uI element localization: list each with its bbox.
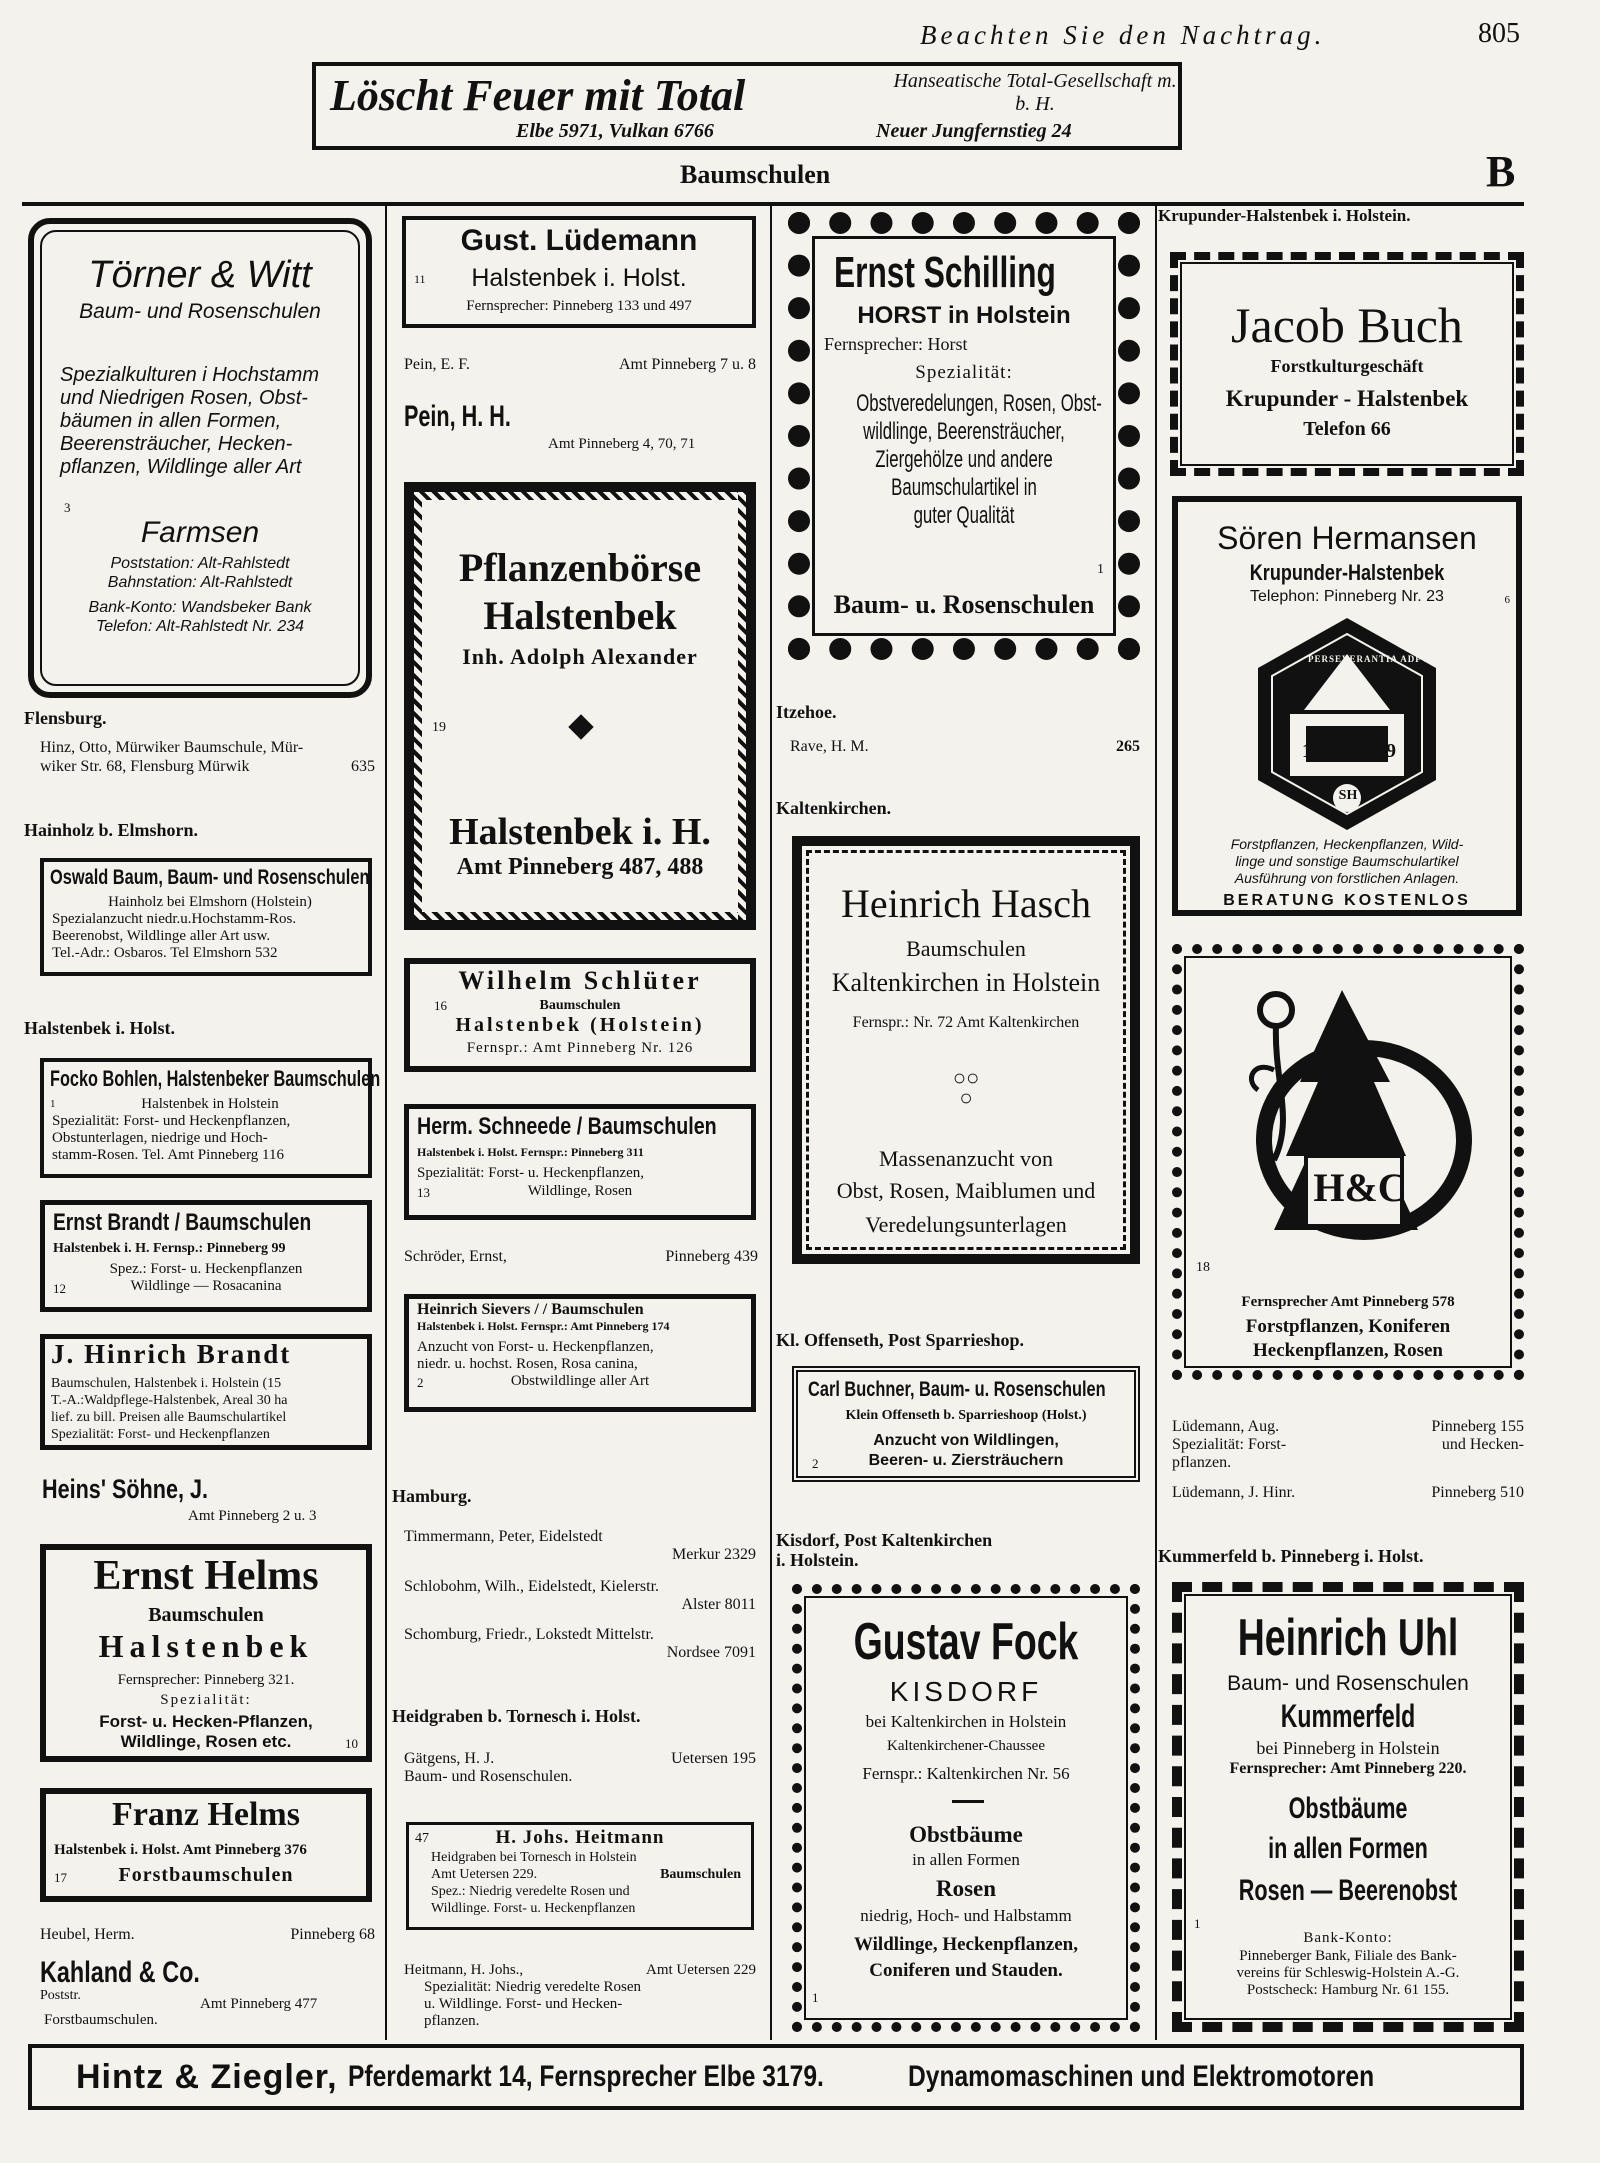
heitmann-line: Heidgraben bei Tornesch in Holstein bbox=[431, 1850, 637, 1865]
section-title: Baumschulen bbox=[680, 160, 831, 189]
hinrichbrandt-line: T.-A.:Waldpflege-Halstenbek, Areal 30 ha bbox=[51, 1393, 288, 1408]
schroeder-entry: Schröder, Ernst, Pinneberg 439 bbox=[404, 1248, 758, 1265]
schneede-num: 13 bbox=[417, 1185, 430, 1200]
fock-l3: Fernspr.: Kaltenkirchen Nr. 56 bbox=[862, 1764, 1070, 1783]
franz-helms-ad bbox=[40, 1788, 372, 1902]
kahland-l2: Forstbaumschulen. bbox=[44, 2012, 158, 2028]
toerner-witt-ad bbox=[28, 218, 372, 698]
kahland-name: Kahland & Co. bbox=[40, 1956, 200, 1989]
focko-line: Halstenbek in Holstein bbox=[141, 1096, 279, 1112]
buch-place: Krupunder - Halstenbek bbox=[1225, 386, 1469, 411]
uhl-sub: Baum- und Rosenschulen bbox=[1227, 1672, 1469, 1695]
hinrichbrandt-title: J. Hinrich Brandt bbox=[51, 1339, 292, 1369]
ernsthelms-spec2: Wildlinge, Rosen etc. bbox=[120, 1732, 292, 1751]
footer-address: Pferdemarkt 14, Fernsprecher Elbe 3179. bbox=[347, 2060, 824, 2093]
hermansen-emblem-top: PERSEVERANTIA ADFVITAM bbox=[1308, 654, 1458, 664]
fock-l1: bei Kaltenkirchen in Holstein bbox=[865, 1712, 1067, 1731]
heitmann-ad: 47 H. Johs. Heitmann Heidgraben bei Tornesch in Holstein Amt Uetersen 229. Baumschulen Spez.: Niedrig veredelte Rosen und Wildlinge. Forst- u. Heckenpflanzen bbox=[406, 1822, 754, 1930]
schilling-foot: Baum- u. Rosenschulen bbox=[833, 590, 1095, 619]
hermansen-name: Sören Hermansen bbox=[1217, 520, 1477, 556]
buchner-num: 2 bbox=[812, 1456, 819, 1471]
heins-name: Heins' Söhne, J. bbox=[42, 1474, 208, 1504]
sievers-title: Heinrich Sievers / / Baumschulen bbox=[417, 1301, 644, 1318]
toerner-place: Farmsen bbox=[140, 516, 260, 549]
hinrichbrandt-line: Baumschulen, Halstenbek i. Holstein (15 bbox=[51, 1376, 282, 1391]
pflanzenboerse-l5: Amt Pinneberg 487, 488 bbox=[456, 854, 704, 880]
luedemann-name: Gust. Lüdemann bbox=[460, 224, 698, 257]
focko-line: Obstunterlagen, niedrige und Hoch- bbox=[52, 1130, 268, 1146]
fock-divider bbox=[952, 1800, 984, 1803]
buchner-title: Carl Buchner, Baum- u. Rosenschulen bbox=[808, 1378, 1106, 1401]
krupunder-heading: Krupunder-Halstenbek i. Holstein. bbox=[1158, 206, 1411, 225]
luedemann-j-entry: Lüdemann, J. Hinr. Pinneberg 510 bbox=[1172, 1484, 1524, 1501]
toerner-name: Törner & Witt bbox=[88, 254, 312, 296]
banner-phones: Elbe 5971, Vulkan 6766 bbox=[516, 120, 714, 142]
ernstbrandt-title: Ernst Brandt / Baumschulen bbox=[53, 1209, 312, 1236]
column-divider bbox=[1155, 206, 1157, 2040]
oswald-title: Oswald Baum, Baum- und Rosenschulen bbox=[50, 866, 370, 889]
focko-bohlen-ad bbox=[40, 1058, 381, 1178]
luedemann-phone: Fernsprecher: Pinneberg 133 und 497 bbox=[466, 298, 692, 314]
hamburg-heading: Hamburg. bbox=[392, 1486, 472, 1506]
fock-l5: niedrig, Hoch- und Halbstamm bbox=[860, 1906, 1072, 1925]
uhl-bank-line: Postscheck: Hamburg Nr. 61 155. bbox=[1246, 1982, 1450, 1998]
ernsthelms-place: Halstenbek bbox=[98, 1628, 314, 1664]
sievers-num: 2 bbox=[417, 1375, 424, 1390]
hinrich-brandt-ad bbox=[40, 1334, 372, 1450]
hinrichbrandt-line: Spezialität: Forst- und Heckenpflanzen bbox=[51, 1427, 270, 1442]
page-number: 805 bbox=[1478, 18, 1520, 49]
footer-products: Dynamomaschinen und Elektromotoren bbox=[907, 2060, 1374, 2093]
schlobohm-entry: Schlobohm, Wilh., Eidelstedt, Kielerstr. Alster 8011 bbox=[404, 1578, 756, 1613]
hasch-phone: Fernspr.: Nr. 72 Amt Kaltenkirchen bbox=[852, 1014, 1080, 1031]
ernsthelms-spec: Spezialität: bbox=[160, 1692, 252, 1708]
ernstbrandt-line: Spez.: Forst- u. Heckenpflanzen bbox=[109, 1261, 303, 1277]
buchner-l2: Beeren- u. Ziersträuchern bbox=[868, 1452, 1064, 1469]
schilling-num: 1 bbox=[1097, 562, 1104, 577]
kisdorf-heading: Kisdorf, Post Kaltenkirchen i. Holstein. bbox=[776, 1530, 993, 1570]
hermansen-num: 6 bbox=[1504, 594, 1510, 606]
hollaender-num: 18 bbox=[1196, 1260, 1210, 1275]
gaetgens-entry: Gätgens, H. J. Uetersen 195 Baum- und Rosenschulen. bbox=[404, 1750, 756, 1785]
schilling-spec: Spezialität: bbox=[915, 362, 1013, 383]
focko-line: stamm-Rosen. Tel. Amt Pinneberg 116 bbox=[52, 1147, 284, 1163]
luedemann-aug-entry: Lüdemann, Aug. Pinneberg 155 Spezialität: Forst- und Hecken- pflanzen. bbox=[1172, 1418, 1524, 1471]
oswald-line: Tel.-Adr.: Osbaros. Tel Elmshorn 532 bbox=[52, 945, 278, 961]
hollaender-mark: H&C bbox=[1313, 1165, 1407, 1210]
kahland-right: Amt Pinneberg 477 bbox=[200, 1996, 318, 2012]
hinrichbrandt-line: lief. zu bill. Preisen alle Baumschulartikel bbox=[51, 1410, 287, 1425]
schneede-ad bbox=[404, 1104, 756, 1220]
hasch-name: Heinrich Hasch bbox=[841, 881, 1091, 926]
buchner-ad bbox=[792, 1366, 1140, 1482]
pflanzenboerse-l3: Inh. Adolph Alexander bbox=[462, 644, 698, 669]
pflanzenboerse-l4: Halstenbek i. H. bbox=[449, 811, 711, 853]
schilling-line: Obstveredelungen, Rosen, Obst- bbox=[856, 390, 1102, 417]
heitmann-line: Spez.: Niedrig veredelte Rosen und bbox=[431, 1884, 630, 1899]
ernsthelms-spec1: Forst- u. Hecken-Pflanzen, bbox=[99, 1712, 313, 1731]
schilling-line: Ziergehölze und andere bbox=[875, 446, 1053, 473]
schlueter-num: 16 bbox=[434, 998, 447, 1013]
ernst-brandt-ad bbox=[40, 1200, 372, 1312]
toerner-desc: Spezialkulturen i Hochstamm und Niedrigen Rosen, Obst- bäumen in allen Formen, Beerensträucher, Hecken- pflanzen, Wildlinge aller Art bbox=[60, 364, 319, 478]
hasch-place: Kaltenkirchen in Holstein bbox=[831, 968, 1101, 997]
schneede-l1: Spezialität: Forst- u. Heckenpflanzen, bbox=[417, 1165, 645, 1181]
banner-address: Neuer Jungfernstieg 24 bbox=[876, 120, 1072, 142]
hainholz-heading: Hainholz b. Elmshorn. bbox=[24, 820, 199, 840]
schlueter-name: Wilhelm Schlüter bbox=[458, 966, 702, 995]
halstenbek-heading: Halstenbek i. Holst. bbox=[24, 1018, 176, 1038]
pein-ef-entry: Pein, E. F. Amt Pinneberg 7 u. 8 bbox=[404, 356, 756, 373]
column-divider bbox=[385, 206, 387, 2040]
schneede-l2: Wildlinge, Rosen bbox=[527, 1183, 633, 1199]
uhl-phone: Fernsprecher: Amt Pinneberg 220. bbox=[1229, 1760, 1467, 1777]
ernsthelms-num: 10 bbox=[345, 1736, 358, 1751]
schilling-phone: Fernsprecher: Horst bbox=[824, 334, 968, 354]
column-divider bbox=[770, 206, 772, 2040]
fock-l2: Kaltenkirchener-Chaussee bbox=[887, 1738, 1045, 1754]
timmermann-entry: Timmermann, Peter, Eidelstedt Merkur 2329 bbox=[404, 1528, 756, 1563]
hasch-l1: Massenanzucht von bbox=[878, 1146, 1054, 1171]
toerner-num: 3 bbox=[64, 500, 71, 515]
rave-entry: Rave, H. M. 265 bbox=[790, 738, 1140, 755]
fock-h1: Obstbäume bbox=[909, 1822, 1023, 1847]
uhl-place: Kummerfeld bbox=[1280, 1698, 1416, 1734]
offenseth-heading: Kl. Offenseth, Post Sparrieshop. bbox=[776, 1330, 1025, 1350]
hermansen-line: Ausführung von forstlichen Anlagen. bbox=[1234, 870, 1460, 886]
fock-name: Gustav Fock bbox=[853, 1613, 1079, 1671]
hollaender-emblem bbox=[1234, 970, 1474, 1270]
buch-phone: Telefon 66 bbox=[1303, 418, 1391, 440]
pflanzenboerse-l2: Halstenbek bbox=[483, 593, 677, 638]
uhl-h1: Obstbäume bbox=[1288, 1792, 1408, 1825]
hintz-ziegler-footer bbox=[28, 2044, 1524, 2110]
uhl-h3: Rosen — Beerenobst bbox=[1238, 1874, 1458, 1907]
schilling-place: HORST in Holstein bbox=[857, 302, 1071, 329]
heitmann-entry: Heitmann, H. Johs., Amt Uetersen 229 Spezialität: Niedrig veredelte Rosen u. Wildlinge. Forst- und Hecken- pflanzen. bbox=[404, 1962, 756, 2029]
hermansen-emblem-mark: SH bbox=[1338, 788, 1358, 803]
oswald-line: Beerenobst, Wildlinge aller Art usw. bbox=[52, 928, 271, 944]
hasch-sub: Baumschulen bbox=[906, 936, 1026, 961]
hermansen-line: linge und sonstige Baumschulartikel bbox=[1235, 853, 1459, 869]
uhl-bank-line: Pinneberger Bank, Filiale des Bank- bbox=[1239, 1948, 1457, 1964]
schneede-title: Herm. Schneede / Baumschulen bbox=[417, 1113, 717, 1140]
kaltenkirchen-heading: Kaltenkirchen. bbox=[776, 798, 892, 818]
hermansen-place: Krupunder-Halstenbek bbox=[1249, 560, 1445, 585]
ernsthelms-phone: Fernsprecher: Pinneberg 321. bbox=[117, 1672, 295, 1688]
flensburg-heading: Flensburg. bbox=[24, 708, 107, 728]
uhl-bank-line: vereins für Schleswig-Holstein A.-G. bbox=[1236, 1965, 1460, 1981]
toerner-sub: Baum- und Rosenschulen bbox=[79, 300, 321, 323]
schilling-name: Ernst Schilling bbox=[834, 248, 1056, 297]
schilling-line: wildlinge, Beerensträucher, bbox=[863, 418, 1065, 445]
section-letter: B bbox=[1486, 147, 1516, 196]
pflanzenboerse-num: 19 bbox=[432, 720, 446, 735]
oswald-line: Hainholz bei Elmshorn (Holstein) bbox=[108, 894, 312, 910]
schilling-ad bbox=[788, 212, 1140, 660]
sievers-line: Anzucht von Forst- u. Heckenpflanzen, bbox=[417, 1339, 654, 1355]
uhl-num: 1 bbox=[1194, 1916, 1201, 1931]
footer-company: Hintz & Ziegler, bbox=[76, 2057, 338, 2096]
uhl-l1: bei Pinneberg in Holstein bbox=[1256, 1738, 1440, 1758]
schneede-sub: Halstenbek i. Holst. Fernspr.: Pinneberg 311 bbox=[417, 1145, 644, 1159]
luedemann-num: 11 bbox=[414, 272, 426, 286]
luedemann-ad bbox=[402, 216, 756, 328]
hasch-ad bbox=[792, 836, 1140, 1264]
franzhelms-sub: Forstbaumschulen bbox=[118, 1864, 294, 1886]
kahland-l1: Poststr. bbox=[40, 1988, 81, 2003]
ernstbrandt-sub: Halstenbek i. H. Fernsp.: Pinneberg 99 bbox=[53, 1241, 286, 1256]
hollaender-l2: Heckenpflanzen, Rosen bbox=[1253, 1340, 1443, 1361]
oswald-line: Spezialanzucht niedr.u.Hochstamm-Ros. bbox=[52, 911, 297, 927]
uhl-name: Heinrich Uhl bbox=[1237, 1609, 1459, 1667]
oswald-baum-ad bbox=[40, 858, 372, 976]
total-banner bbox=[312, 62, 1182, 150]
pflanzenboerse-ad bbox=[404, 482, 756, 930]
fock-h2: Rosen bbox=[935, 1876, 997, 1901]
ernsthelms-name: Ernst Helms bbox=[93, 1553, 319, 1599]
hasch-l2: Obst, Rosen, Maiblumen und bbox=[836, 1178, 1096, 1203]
hollaender-phone: Fernsprecher Amt Pinneberg 578 bbox=[1241, 1294, 1455, 1310]
fock-l4: in allen Formen bbox=[912, 1850, 1020, 1869]
hermansen-foot: BERATUNG KOSTENLOS bbox=[1223, 892, 1471, 909]
fock-num: 1 bbox=[812, 1990, 819, 2005]
itzehoe-heading: Itzehoe. bbox=[776, 702, 837, 722]
ernst-helms-ad bbox=[40, 1544, 372, 1762]
schlueter-ad bbox=[404, 958, 756, 1072]
schilling-line: guter Qualität bbox=[913, 502, 1015, 529]
pein-hh-name: Pein, H. H. bbox=[404, 400, 511, 433]
franzhelms-num: 17 bbox=[54, 1870, 67, 1885]
franzhelms-name: Franz Helms bbox=[112, 1796, 300, 1833]
flower-ornament: ○○ ○ bbox=[952, 1065, 980, 1110]
ernsthelms-sub: Baumschulen bbox=[148, 1604, 264, 1626]
ernstbrandt-num: 12 bbox=[53, 1281, 66, 1296]
uhl-ad bbox=[1172, 1582, 1524, 2032]
buchner-sub: Klein Offenseth b. Sparrieshoop (Holst.) bbox=[845, 1408, 1087, 1423]
hasch-l3: Veredelungsunterlagen bbox=[865, 1212, 1067, 1237]
toerner-info: Poststation: Alt-Rahlstedt Bahnstation: Alt-Rahlstedt Bank-Konto: Wandsbeker Bank Telefon: Alt-Rahlstedt Nr. 234 bbox=[88, 555, 312, 635]
heitmann-line: Wildlinge. Forst- u. Heckenpflanzen bbox=[431, 1901, 636, 1916]
heitmann-num: 47 bbox=[415, 1831, 429, 1846]
luedemann-place: Halstenbek i. Holst. bbox=[471, 264, 687, 292]
focko-title: Focko Bohlen, Halstenbeker Baumschulen bbox=[50, 1066, 381, 1091]
fock-ad bbox=[792, 1584, 1140, 2032]
hermansen-line: Forstpflanzen, Heckenpflanzen, Wild- bbox=[1230, 836, 1464, 852]
sievers-l3: Obstwildlinge aller Art bbox=[510, 1373, 650, 1389]
franzhelms-line: Halstenbek i. Holst. Amt Pinneberg 376 bbox=[54, 1842, 307, 1858]
schomburg-entry: Schomburg, Friedr., Lokstedt Mittelstr. Nordsee 7091 bbox=[404, 1626, 756, 1661]
heubel-entry: Heubel, Herm. Pinneberg 68 bbox=[40, 1926, 375, 1943]
fock-l6: Wildlinge, Heckenpflanzen, bbox=[854, 1934, 1078, 1955]
heidgraben-heading: Heidgraben b. Tornesch i. Holst. bbox=[392, 1706, 641, 1726]
sievers-line: niedr. u. hochst. Rosen, Rosa canina, bbox=[417, 1356, 638, 1372]
jacob-buch-ad bbox=[1170, 252, 1524, 476]
sievers-ad bbox=[404, 1294, 756, 1412]
buch-name: Jacob Buch bbox=[1231, 297, 1463, 353]
schlueter-place: Halstenbek (Holstein) bbox=[455, 1014, 705, 1036]
focko-line: Spezialität: Forst- und Heckenpflanzen, bbox=[52, 1113, 291, 1129]
fock-l7: Coniferen und Stauden. bbox=[869, 1960, 1063, 1981]
buchner-l1: Anzucht von Wildlingen, bbox=[873, 1432, 1059, 1449]
fock-place: KISDORF bbox=[889, 1676, 1043, 1707]
sievers-sub: Halstenbek i. Holst. Fernspr.: Amt Pinneberg 174 bbox=[417, 1319, 670, 1333]
hermansen-phone: Telephon: Pinneberg Nr. 23 bbox=[1250, 588, 1444, 605]
uhl-bank: Bank-Konto: bbox=[1303, 1930, 1393, 1946]
header-note: Beachten Sie den Nachtrag. bbox=[920, 20, 1326, 50]
hinz-entry: Hinz, Otto, Mürwiker Baumschule, Mür- wiker Str. 68, Flensburg Mürwik 635 bbox=[40, 739, 375, 775]
kummerfeld-heading: Kummerfeld b. Pinneberg i. Holst. bbox=[1158, 1546, 1424, 1566]
banner-slogan: Löscht Feuer mit Total bbox=[330, 71, 746, 120]
heitmann-title: H. Johs. Heitmann bbox=[495, 1827, 665, 1848]
schilling-line: Baumschulartikel in bbox=[891, 474, 1037, 501]
focko-num: 1 bbox=[50, 1098, 56, 1110]
hollaender-l1: Forstpflanzen, Koniferen bbox=[1245, 1316, 1451, 1337]
hollaender-ad bbox=[1172, 944, 1524, 1380]
hermansen-emblem-year: 1919 bbox=[1302, 740, 1414, 762]
heins-right: Amt Pinneberg 2 u. 3 bbox=[188, 1508, 317, 1524]
hermansen-ad bbox=[1172, 496, 1522, 916]
ernstbrandt-line: Wildlinge — Rosacanina bbox=[130, 1278, 282, 1294]
pflanzenboerse-l1: Pflanzenbörse bbox=[458, 545, 702, 590]
buch-sub: Forstkulturgeschäft bbox=[1270, 356, 1424, 376]
diamond-ornament bbox=[568, 714, 593, 739]
pein-hh-right: Amt Pinneberg 4, 70, 71 bbox=[548, 436, 696, 452]
uhl-h2: in allen Formen bbox=[1268, 1832, 1428, 1865]
schlueter-phone: Fernspr.: Amt Pinneberg Nr. 126 bbox=[466, 1040, 694, 1056]
schlueter-sub: Baumschulen bbox=[539, 998, 621, 1013]
banner-company: Hanseatische Total-Gesellschaft m. b. H. bbox=[893, 70, 1177, 115]
